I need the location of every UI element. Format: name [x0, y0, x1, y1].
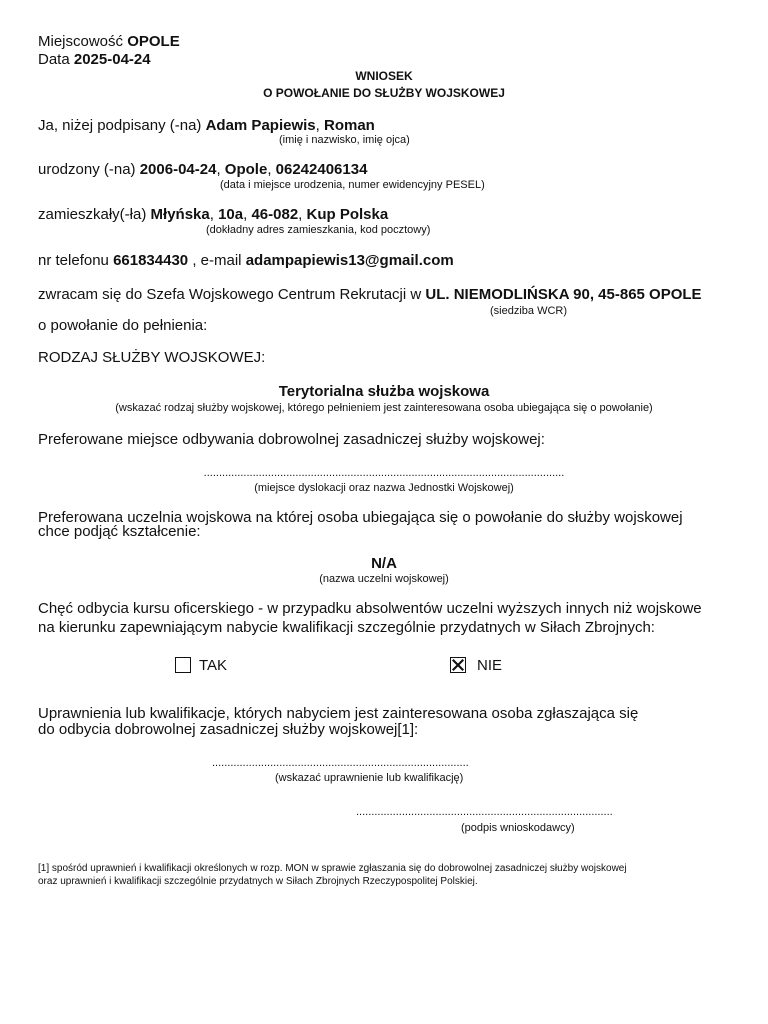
applicant-hint: (imię i nazwisko, imię ojca) [279, 134, 410, 146]
wcr-value: UL. NIEMODLIŃSKA 90, 45-865 OPOLE [425, 286, 702, 303]
date-value: 2025-04-24 [73, 51, 151, 68]
applicant-label: Ja, niżej podpisany (-na) [38, 117, 202, 134]
wcr-line [38, 286, 702, 304]
address-hint: (dokładny adres zamieszkania, kod pocztowy) [206, 224, 431, 236]
address-label: zamieszkały(-ła) [38, 206, 147, 223]
title-line-1: WNIOSEK [355, 69, 413, 83]
officer-label-1: Chęć odbycia kursu oficerskiego - w przypadku absolwentów uczelni wyższych innych niż wojskowe [38, 600, 702, 617]
service-label: RODZAJ SŁUŻBY WOJSKOWEJ: [38, 349, 266, 366]
applicant-line: Ja, niżej podpisany (-na) Adam Papiewis, Roman [38, 117, 375, 134]
birth-place: Opole [224, 161, 268, 178]
qualifications-hint: (wskazać uprawnienie lub kwalifikację) [275, 772, 464, 784]
university-label-1: Preferowana uczelnia wojskowa na której osoba ubiegająca się o powołanie do służby wojskowej [38, 509, 683, 526]
nie-label: NIE [477, 657, 503, 674]
university-hint: (nazwa uczelni wojskowej) [319, 573, 449, 585]
place-line [38, 33, 180, 51]
birth-label: urodzony (-na) [38, 161, 136, 178]
nie-checkbox[interactable] [450, 657, 466, 673]
qualifications-label-1: Uprawnienia lub kwalifikacje, których nabyciem jest zainteresowana osoba zgłaszająca się [38, 705, 639, 722]
signature-line[interactable]: .................................................................................... [356, 806, 613, 818]
signature-hint: (podpis wnioskodawcy) [461, 822, 575, 834]
location-hint: (miejsce dyslokacji oraz nazwa Jednostki Wojskowej) [254, 482, 514, 494]
university-label-2: chce podjąć kształcenie: [38, 523, 201, 540]
university-value: N/A [371, 555, 397, 572]
title-line-2: O POWOŁANIE DO SŁUŻBY WOJSKOWEJ [263, 86, 505, 100]
address-number: 10a [218, 206, 244, 223]
address-city: Kup Polska [306, 206, 389, 223]
birth-line: urodzony (-na) 2006-04-24, Opole, 06242406134 [38, 161, 368, 178]
tak-checkbox[interactable] [175, 657, 191, 673]
qualifications-label-2: do odbycia dobrowolnej zasadniczej służby wojskowej[1]: [38, 721, 419, 738]
phone-label: nr telefonu [38, 252, 109, 269]
email-value: adampapiewis13@gmail.com [245, 252, 454, 269]
address-postcode: 46-082 [251, 206, 299, 223]
footnote-line-2: oraz uprawnień i kwalifikacji szczególnie przydatnych w Siłach Zbrojnych Rzeczypospolitej Polskiej. [38, 876, 478, 887]
birth-pesel: 06242406134 [275, 161, 368, 178]
birth-hint: (data i miejsce urodzenia, numer ewidencyjny PESEL) [220, 179, 485, 191]
place-value: OPOLE [127, 33, 180, 50]
wcr-label: zwracam się do Szefa Wojskowego Centrum Rekrutacji w [38, 286, 422, 303]
address-line: zamieszkały(-ła) Młyńska, 10a, 46-082, Kup Polska [38, 206, 389, 223]
tak-label: TAK [199, 657, 228, 674]
applicant-father: Roman [323, 117, 375, 134]
address-street: Młyńska [150, 206, 210, 223]
service-hint: (wskazać rodzaj służby wojskowej, którego pełnieniem jest zainteresowana osoba ubiegająca się o powołanie) [115, 402, 653, 414]
date-line [38, 51, 151, 69]
footnote-line-1: [1] spośród uprawnień i kwalifikacji określonych w rozp. MON w sprawie zgłaszania się do dobrowolnej zasadniczej służby wojskowej [38, 863, 627, 874]
service-value: Terytorialna służba wojskowa [278, 383, 490, 400]
checkbox-x-mark-icon [451, 658, 465, 672]
contact-line [38, 252, 454, 270]
birth-date: 2006-04-24 [139, 161, 217, 178]
location-value[interactable]: ...................................................................................................................... [203, 467, 565, 479]
date-label: Data [38, 51, 70, 68]
phone-value: 661834430 [113, 252, 189, 269]
place-label: Miejscowość [38, 33, 124, 50]
wcr-hint: (siedziba WCR) [490, 305, 568, 317]
location-label: Preferowane miejsce odbywania dobrowolnej zasadniczej służby wojskowej: [38, 431, 545, 448]
officer-label-2: na kierunku zapewniającym nabycie kwalifikacji szczególnie przydatnych w Siłach Zbrojnych: [38, 619, 655, 636]
qualifications-value[interactable]: .................................................................................... [212, 757, 469, 769]
applicant-name: Adam Papiewis [205, 117, 316, 134]
wcr-after: o powołanie do pełnienia: [38, 317, 208, 334]
email-label: , e-mail [192, 252, 242, 269]
